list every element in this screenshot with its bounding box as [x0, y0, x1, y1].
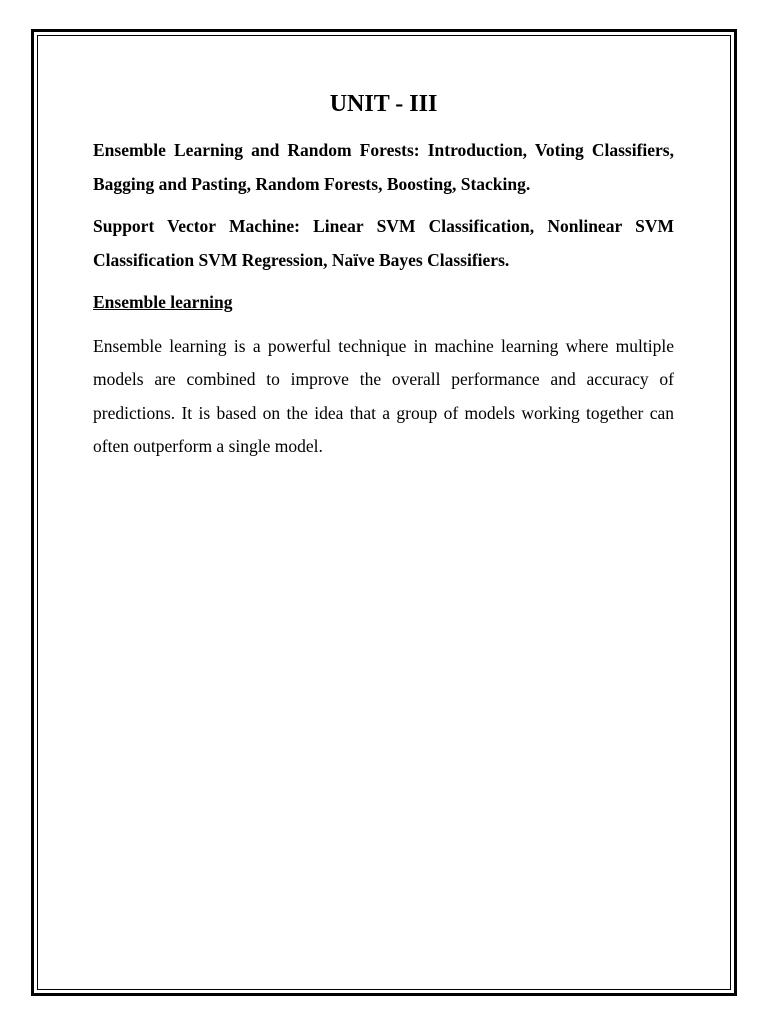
document-content [93, 84, 674, 473]
body-paragraph: Ensemble learning is a powerful technique in machine learning where multiple models are combined to improve the overall performance and accuracy of predictions. It is based on the idea that a group of models working together can often outperform a single model. [93, 335, 674, 456]
syllabus-topics-ensemble: Ensemble Learning and Random Forests: Introduction, Voting Classifiers, Bagging and Pasting, Random Forests, Boosting, Stacking. [93, 140, 674, 194]
unit-title: UNIT - III [329, 91, 438, 117]
syllabus-topics-svm: Support Vector Machine: Linear SVM Classification, Nonlinear SVM Classification SVM Regression, Naïve Bayes Classifiers. [93, 216, 674, 270]
section-heading: Ensemble learning [93, 292, 233, 312]
